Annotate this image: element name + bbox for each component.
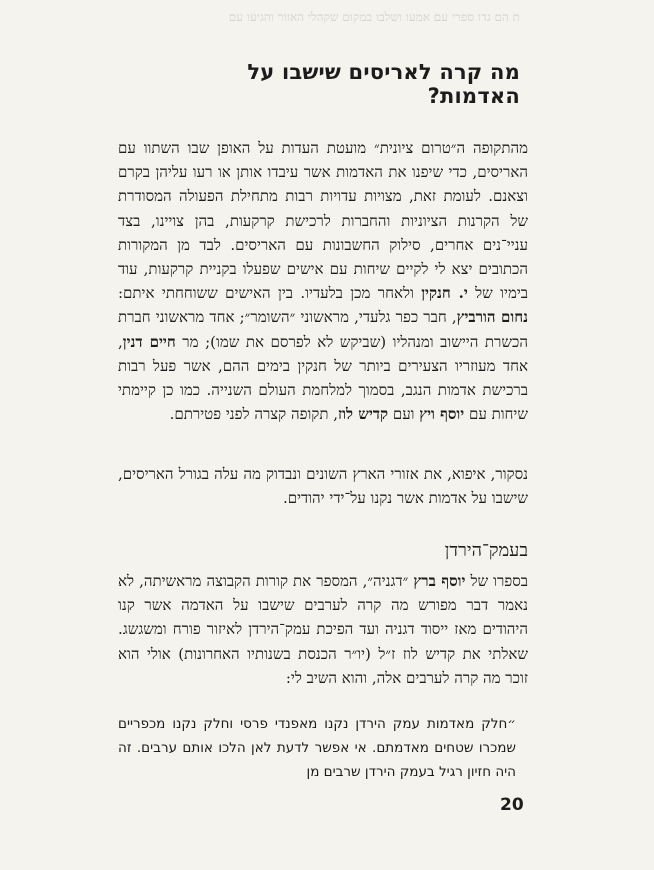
bold-name: חיים דנין — [122, 332, 176, 351]
quotation: ״חלק מאדמות עמק הירדן נקנו מאפנדי פרסי וחלק נקנו מכפריים שמכרו שטחים מאדמתם. אי אפשר לדעת לאן הלכו אותם ערבים. זה היה חזיון רגיל בעמק הירדן שרבים מן — [118, 716, 516, 780]
bold-name: קדיש לוז — [338, 405, 389, 424]
page-title: מה קרה לאריסים שישבו על האדמות? — [247, 60, 520, 108]
bold-name: יוסף ויץ — [419, 405, 465, 424]
bold-name: י. חנקין — [421, 284, 468, 303]
bold-name: יוסף ברץ — [413, 572, 466, 590]
bold-name: נחום הורביץ — [456, 308, 528, 327]
paragraph-intro: מהתקופה ה״טרום ציונית״ מועטת העדות על האופן שבו השתוו עם האריסים, כדי שיפנו את האדמות אשר עיבדו אותן או רעו עליהן בקרם וצאנם. לעומת זאת, מצויות עדויות רבות מתחילת הפעולה המסודרת של הקרנות הציוניות והחברות לרכישת קרקעות, בהן צויינו, בצד עניי־נים אחרים, סילוק החשבונות עם האריסים. לבד מן המקורות הכתובים יצא לי לקיים שיחות עם אישים שפעלו בקניית קרקעות, עוד בימיו של י. חנקין ולאחר מכן בלעדיו. בין האישים ששוחחתי איתם: נחום הורביץ, חבר כפר גלעדי, מראשוני ״השומר״; אחד מראשוני חברת הכשרת היישוב ומנהליו (שביקש לא לפרסם את שמו); מר חיים דנין, אחד מעוזריו הצעירים ביותר של חנקין בימים ההם, אשר פעל רבות ברכישת אדמות הנגב, בסמוך למלחמת העולם השנייה. כמו כן קיימתי שיחות עם יוסף ויץ ועם קדיש לוז, תקופה קצרה לפני פטירתם. — [118, 139, 529, 424]
paragraph-survey: נסקור, איפוא, את אזורי הארץ השונים ונבדוק מה עלה בגורל האריסים, שישבו על אדמות אשר נקנו על־ידי יהודים. — [118, 465, 528, 508]
bleed-through-text: ת הם גדו ספרי עם אמעו ושלבו במקום שקהלי האזור והגיעו עם — [228, 10, 520, 24]
page-number: 20 — [500, 795, 524, 815]
paragraph-degania: בספרו של יוסף ברץ ״דגניה״, המספר את קורות הקבוצה מראשיתה, לא נאמר דבר מפורש מה קרה לערבים שישבו על האדמה אשר קנו היהודים מאז ייסוד דגניה ועד הפיכת עמק־הירדן לאיזור פורח ומשגשג. שאלתי את קדיש לוז ז״ל (יו״ר הכנסת בשנותיו האחרונות) אולי הוא זוכר מה קרה לערבים אלה, והוא השיב לי: — [118, 572, 528, 687]
section-heading: בעמק־הירדן — [444, 540, 528, 561]
